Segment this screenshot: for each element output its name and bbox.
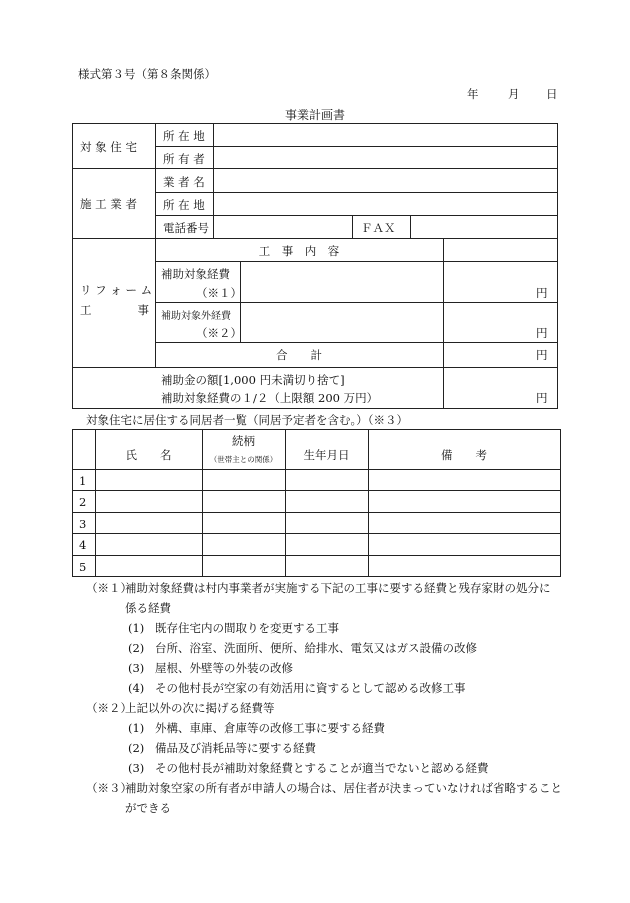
note1-item-num: (4) <box>128 681 145 695</box>
row-number: 4 <box>79 538 87 552</box>
eligible-cost-yen: 円 <box>536 286 548 300</box>
note1-text-line1: 補助対象経費は村内事業者が実施する下記の工事に要する経費と残存家財の処分に <box>125 581 551 595</box>
note2-ref: （※２） <box>196 326 242 340</box>
note1-text-line2: 係る経費 <box>125 601 171 615</box>
page-title: 事業計画書 <box>284 108 345 122</box>
note1-item-num: (3) <box>128 661 145 675</box>
note2-item-text: 備品及び消耗品等に要する経費 <box>155 741 316 755</box>
note1-item-text: 台所、浴室、洗面所、便所、給排水、電気又はガス設備の改修 <box>155 641 477 655</box>
phone-label: 電話番号 <box>163 221 209 235</box>
note3-text-line2: ができる <box>125 801 171 815</box>
ineligible-cost-yen: 円 <box>536 326 548 340</box>
note1-item-num: (1) <box>128 621 145 635</box>
subsidy-label-line2: 補助対象経費の１/２（上限額 200 万円） <box>161 391 379 405</box>
note3-text-line1: 補助対象空家の所有者が申請人の場合は、居住者が決まっていなければ省略すること <box>125 781 562 795</box>
note2-item-num: (1) <box>128 721 145 735</box>
note1-item-text: その他村長が空家の有効活用に資するとして認める改修工事 <box>155 681 466 695</box>
note2-label: （※２） <box>86 701 132 715</box>
note1-label: （※１） <box>86 581 132 595</box>
row-number: 3 <box>79 517 87 531</box>
subsidy-label-line1: 補助金の額[1,000 円未満切り捨て] <box>161 373 345 387</box>
col-birth-header: 生年月日 <box>303 448 350 462</box>
date-month-label: 月 <box>508 87 520 101</box>
fax-label: ＦＡＸ <box>361 221 396 235</box>
owner-label: 所 有 者 <box>163 152 205 166</box>
date-day-label: 日 <box>546 87 558 101</box>
eligible-cost-label: 補助対象経費 <box>161 267 230 281</box>
total-yen: 円 <box>536 348 548 362</box>
form-number: 様式第３号（第８条関係） <box>78 67 216 81</box>
col-relation-subheader: （世帯主との関係） <box>209 455 278 464</box>
row-number: 2 <box>79 495 87 509</box>
contractor-location-label: 所 在 地 <box>163 198 205 212</box>
note2-text: 上記以外の次に掲げる経費等 <box>125 701 275 715</box>
col-remarks-header: 備 考 <box>441 448 487 462</box>
note1-item-num: (2) <box>128 641 145 655</box>
note3-label: （※３） <box>86 781 132 795</box>
note1-ref: （※１） <box>196 286 242 300</box>
note1-item-text: 屋根、外壁等の外装の改修 <box>155 661 293 675</box>
ineligible-cost-label: 補助対象外経費 <box>161 311 231 322</box>
subsidy-yen: 円 <box>536 391 548 405</box>
col-name-header: 氏 名 <box>125 448 172 462</box>
reform-label-line2: 工 事 <box>80 303 149 317</box>
row-number: 5 <box>79 560 87 574</box>
date-year-label: 年 <box>467 87 479 101</box>
note2-item-num: (3) <box>128 761 145 775</box>
col-relation-header: 続柄 <box>232 434 255 448</box>
note2-item-text: 外構、車庫、倉庫等の改修工事に要する経費 <box>155 721 385 735</box>
residents-caption: 対象住宅に居住する同居者一覧（同居予定者を含む。）（※３） <box>86 413 408 427</box>
target-house-label: 対 象 住 宅 <box>80 140 137 154</box>
location-label: 所 在 地 <box>163 129 205 143</box>
contractor-label: 施 工 業 者 <box>80 197 137 211</box>
work-content-header: 工 事 内 容 <box>258 244 340 258</box>
note1-item-text: 既存住宅内の間取りを変更する工事 <box>155 621 339 635</box>
note2-item-num: (2) <box>128 741 145 755</box>
note2-item-text: その他村長が補助対象経費とすることが適当でないと認める経費 <box>155 761 489 775</box>
reform-label-line1: リ フ ォ ー ム <box>80 283 153 297</box>
row-number: 1 <box>79 474 87 488</box>
total-label: 合 計 <box>276 348 322 362</box>
company-name-label: 業 者 名 <box>163 175 205 189</box>
